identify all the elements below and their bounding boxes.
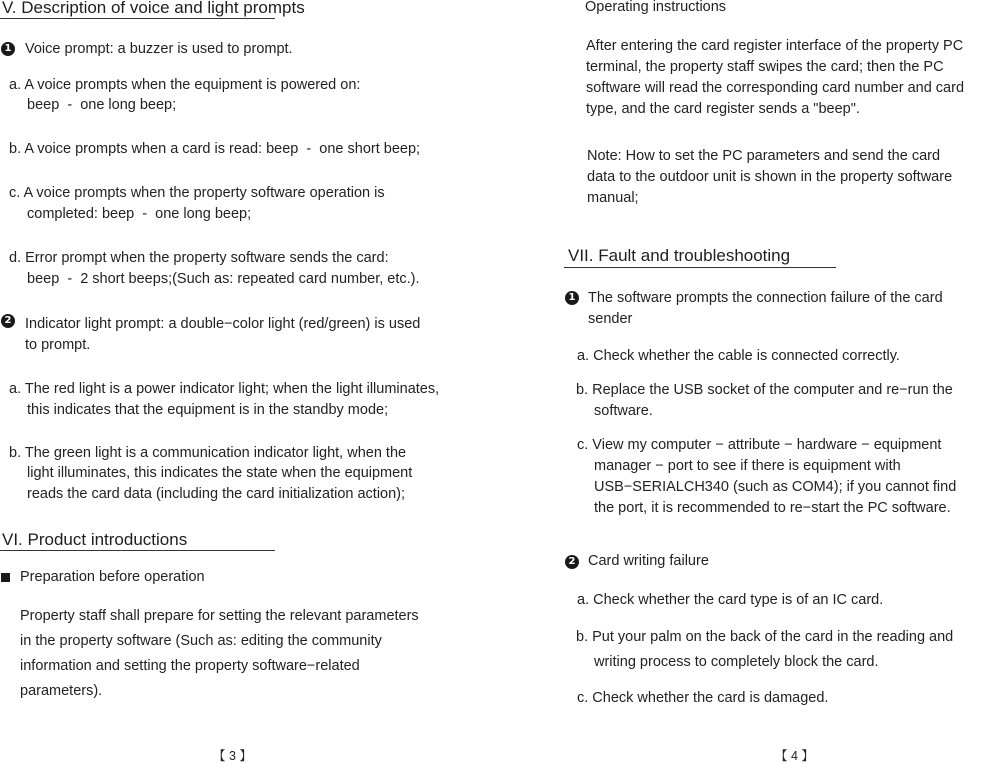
fault1-line2: sender xyxy=(588,311,633,327)
fault1-c-line4: the port, it is recommended to re−start the PC software. xyxy=(594,500,951,516)
operating-line1: After entering the card register interface of the property PC xyxy=(586,38,964,54)
fault1-c-line2: manager − port to see if there is equipment with xyxy=(594,458,901,474)
note-line2: data to the outdoor unit is shown in the property software xyxy=(587,169,953,185)
operating-line2: terminal, the property staff swipes the card; then the PC xyxy=(586,59,944,75)
voice-d-line1: d. Error prompt when the property software sends the card: xyxy=(9,250,389,266)
section5-title: V. Description of voice and light prompts xyxy=(2,0,305,17)
voice-b-line1: b. A voice prompts when a card is read: beep - one short beep; xyxy=(9,141,421,157)
fault1-c-line1: c. View my computer − attribute − hardware − equipment xyxy=(577,437,942,453)
preparation-heading: Preparation before operation xyxy=(20,569,205,585)
light-a-line2: this indicates that the equipment is in the standby mode; xyxy=(27,402,389,418)
fault1-c-line3: USB−SERIALCH340 (such as COM4); if you cannot find xyxy=(594,479,957,495)
fault1-b-line1: b. Replace the USB socket of the computer and re−run the xyxy=(576,382,953,398)
fault2-b-line1: b. Put your palm on the back of the card in the reading and xyxy=(576,629,954,645)
voice-prompt-text: Voice prompt: a buzzer is used to prompt. xyxy=(25,41,293,57)
fault1-a: a. Check whether the cable is connected correctly. xyxy=(577,348,900,364)
preparation-line2: in the property software (Such as: editing the community xyxy=(20,633,382,649)
light-b-line3: reads the card data (including the card initialization action); xyxy=(27,486,406,502)
preparation-line4: parameters). xyxy=(20,683,103,699)
section7-title: VII. Fault and troubleshooting xyxy=(568,246,791,265)
light-prompt-line1: Indicator light prompt: a double−color light (red/green) is used xyxy=(25,316,421,332)
voice-c-line1: c. A voice prompts when the property software operation is xyxy=(9,185,385,201)
voice-d-line2: beep - 2 short beeps;(Such as: repeated card number, etc.). xyxy=(27,271,420,287)
preparation-line3: information and setting the property software−related xyxy=(20,658,360,674)
fault2-c: c. Check whether the card is damaged. xyxy=(577,690,829,706)
voice-a-line2: beep - one long beep; xyxy=(27,97,177,113)
fault2-b-line2: writing process to completely block the card. xyxy=(594,654,879,670)
fault1-number-badge: 1 xyxy=(565,291,579,305)
item1-number-badge: 1 xyxy=(1,42,15,56)
operating-line3: software will read the corresponding card number and card xyxy=(586,80,965,96)
page-number-right: 【 4 】 xyxy=(775,749,814,763)
operating-heading: Operating instructions xyxy=(585,0,727,15)
note-line1: Note: How to set the PC parameters and send the card xyxy=(587,148,941,164)
fault2-title: Card writing failure xyxy=(588,553,709,569)
section6-title: VI. Product introductions xyxy=(2,530,188,549)
operating-line4: type, and the card register sends a "beep". xyxy=(586,101,860,117)
fault1-b-line2: software. xyxy=(594,403,653,419)
fault2-number-badge: 2 xyxy=(565,555,579,569)
fault2-a: a. Check whether the card type is of an IC card. xyxy=(577,592,884,608)
light-b-line2: light illuminates, this indicates the state when the equipment xyxy=(27,465,413,481)
note-line3: manual; xyxy=(587,190,639,206)
item2-number-badge: 2 xyxy=(1,314,15,328)
voice-c-line2: completed: beep - one long beep; xyxy=(27,206,252,222)
section6-title-rule xyxy=(0,550,275,551)
light-b-line1: b. The green light is a communication indicator light, when the xyxy=(9,445,407,461)
voice-a-line1: a. A voice prompts when the equipment is powered on: xyxy=(9,77,361,93)
bullet-square-icon xyxy=(1,573,10,582)
preparation-line1: Property staff shall prepare for setting the relevant parameters xyxy=(20,608,419,624)
light-prompt-line2: to prompt. xyxy=(25,337,91,353)
fault1-line1: The software prompts the connection failure of the card xyxy=(588,290,943,306)
section5-title-rule xyxy=(0,18,275,19)
section7-title-rule xyxy=(564,267,836,268)
page-number-left: 【 3 】 xyxy=(213,749,252,763)
light-a-line1: a. The red light is a power indicator light; when the light illuminates, xyxy=(9,381,440,397)
